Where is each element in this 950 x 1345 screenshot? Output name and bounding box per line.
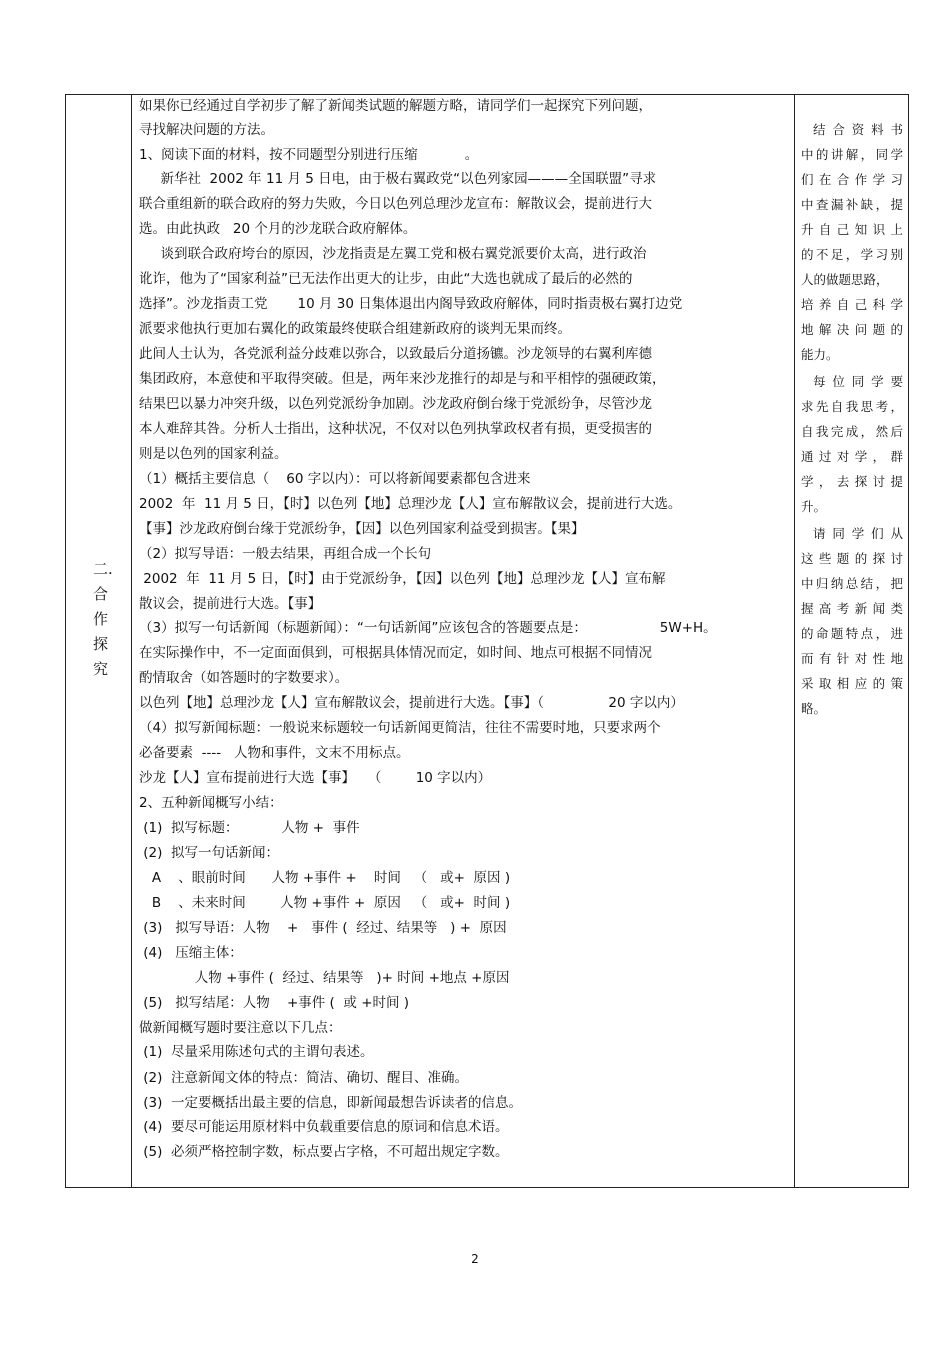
note-line: 地解决问题的 <box>801 322 903 337</box>
note-line: 中归纳总结，把 <box>801 576 903 591</box>
text-line: 新华社 2002 年 11 月 5 日电，由于极右翼政党“以色列家园———全国联盟”寻求 <box>139 171 657 187</box>
note-line: 们在合作学习 <box>801 172 903 187</box>
note-line: 中的讲解，同学 <box>801 147 903 162</box>
text-line: 本人难辞其咎。分析人士指出，这种状况，不仅对以色列执掌政权者有损，更受损害的 <box>139 421 652 437</box>
text-line: 散议会，提前进行大选。【事】 <box>139 596 322 612</box>
text-line: 结果巴以暴力冲突升级，以色列党派纷争加剧。沙龙政府倒台缘于党派纷争，尽管沙龙 <box>139 396 652 412</box>
section-label-cell <box>66 95 131 1187</box>
text-line: （2）拟写导语：一般去结果，再组合成一个长句 <box>139 546 432 562</box>
text-line: 此间人士认为，各党派利益分歧难以弥合，以致最后分道扬镳。沙龙领导的右翼利库德 <box>139 346 652 362</box>
column-divider-right <box>794 95 795 1187</box>
text-line: (3) 拟写导语：人物 + 事件 ( 经过、结果等 ) + 原因 <box>139 920 507 936</box>
column-divider-left <box>131 95 132 1187</box>
text-line: (4) 压缩主体： <box>139 945 243 961</box>
text-line: （4）拟写新闻标题：一般说来标题较一句话新闻更简洁，往往不需要时地，只要求两个 <box>139 720 661 736</box>
section-label-char: 作 <box>93 610 109 628</box>
text-line: (3) 一定要概括出最主要的信息，即新闻最想告诉读者的信息。 <box>139 1095 522 1111</box>
section-label-char: 二. <box>93 560 113 578</box>
section-label-char: 究 <box>93 660 109 678</box>
text-line: 酌情取舍（如答题时的字数要求）。 <box>139 670 349 686</box>
note-line: 升自己知识上 <box>801 222 903 237</box>
note-line: 通过对学，群 <box>801 449 903 464</box>
note-line: 结合资料书 <box>813 122 903 137</box>
text-line: 1、阅读下面的材料，按不同题型分别进行压缩 。 <box>139 147 479 163</box>
text-line: 必备要素 ---- 人物和事件，文末不用标点。 <box>139 745 410 761</box>
text-line: 选择”。沙龙指责工党 10 月 30 日集体退出内阁导致政府解体，同时指责极右翼打边党 <box>139 296 683 312</box>
note-line: 中查漏补缺，提 <box>801 197 903 212</box>
section-label <box>93 557 113 682</box>
page-number: 2 <box>471 1252 479 1266</box>
text-line: A 、眼前时间 人物 +事件 + 时间 （ 或+ 原因 ) <box>139 870 511 886</box>
text-line: (5) 必须严格控制字数，标点要占字格，不可超出规定字数。 <box>139 1144 509 1160</box>
text-line: 人物 +事件 ( 经过、结果等 )+ 时间 +地点 +原因 <box>139 970 510 986</box>
text-line: 讹诈，他为了“国家利益”已无法作出更大的让步，由此“大选也就成了最后的必然的 <box>139 271 633 287</box>
text-line: (1) 拟写标题： 人物 + 事件 <box>139 820 364 836</box>
section-label-char: 探 <box>93 635 109 653</box>
note-line: 升。 <box>801 499 827 514</box>
text-line: 派要求他执行更加右翼化的政策最终使联合组建新政府的谈判无果而终。 <box>139 321 571 337</box>
note-line: 略。 <box>801 701 827 716</box>
text-line: （3）拟写一句话新闻（标题新闻）：“一句话新闻”应该包含的答题要点是： 5W+H。 <box>139 620 717 636</box>
note-line: 而有针对性地 <box>801 651 903 666</box>
text-line: （1）概括主要信息（ 60 字以内）：可以将新闻要素都包含进来 <box>139 471 531 487</box>
note-line: 求先自我思考， <box>801 399 903 414</box>
text-line: (5) 拟写结尾：人物 +事件 ( 或 +时间 ) <box>139 995 410 1011</box>
text-line: B 、未来时间 人物 +事件 + 原因 （ 或+ 时间 ) <box>139 895 511 911</box>
note-line: 握高考新闻类 <box>801 601 903 616</box>
note-line: 这些题的探讨 <box>801 551 903 566</box>
note-line: 的命题特点，进 <box>801 626 903 641</box>
content-table <box>65 94 909 1188</box>
text-line: 【事】沙龙政府倒台缘于党派纷争，【因】以色列国家利益受到损害。【果】 <box>139 521 585 537</box>
text-line: 如果你已经通过自学初步了解了新闻类试题的解题方略，请同学们一起探究下列问题， <box>139 98 652 114</box>
note-line: 的不足，学习别 <box>801 247 903 262</box>
text-line: 做新闻概写题时要注意以下几点： <box>139 1020 342 1036</box>
text-line: 沙龙【人】宣布提前进行大选【事】 （ 10 字以内） <box>139 770 492 786</box>
text-line: (2) 拟写一句话新闻： <box>139 845 279 861</box>
text-line: 2002 年 11 月 5 日，【时】以色列【地】总理沙龙【人】宣布解散议会，提前进行大选。 <box>139 496 682 512</box>
text-line: 2002 年 11 月 5 日，【时】由于党派纷争，【因】以色列【地】总理沙龙【人】宣布解 <box>139 571 666 587</box>
note-line: 能力。 <box>801 347 839 362</box>
text-line: 在实际操作中，不一定面面俱到，可根据具体情况而定，如时间、地点可根据不同情况 <box>139 645 652 661</box>
note-line: 每位同学要 <box>813 374 903 389</box>
text-line: 谈到联合政府垮台的原因，沙龙指责是左翼工党和极右翼党派要价太高，进行政治 <box>139 246 647 262</box>
text-line: (4) 要尽可能运用原材料中负载重要信息的原词和信息术语。 <box>139 1119 509 1135</box>
note-line: 人的做题思路， <box>801 272 889 287</box>
section-label-char: 合 <box>93 585 109 603</box>
note-line: 自我完成，然后 <box>801 424 903 439</box>
text-line: 则是以色列的国家利益。 <box>139 446 288 462</box>
text-line: 选。由此执政 20 个月的沙龙联合政府解体。 <box>139 221 417 237</box>
note-line: 采取相应的策 <box>801 676 903 691</box>
text-line: (1) 尽量采用陈述句式的主谓句表述。 <box>139 1044 374 1060</box>
text-line: 集团政府，本意使和平取得突破。但是，两年来沙龙推行的却是与和平相悖的强硬政策， <box>139 371 666 387</box>
note-line: 学，去探讨提 <box>801 474 903 489</box>
note-line: 培养自己科学 <box>801 297 903 312</box>
text-line: 以色列【地】总理沙龙【人】宣布解散议会，提前进行大选。【事】（ 20 字以内） <box>139 695 684 711</box>
text-line: 联合重组新的联合政府的努力失败，今日以色列总理沙龙宣布：解散议会，提前进行大 <box>139 196 652 212</box>
note-line: 请同学们从 <box>813 526 903 541</box>
text-line: (2) 注意新闻文体的特点：简洁、确切、醒目、准确。 <box>139 1070 468 1086</box>
text-line: 2、五种新闻概写小结： <box>139 795 283 811</box>
text-line: 寻找解决问题的方法。 <box>139 122 274 138</box>
